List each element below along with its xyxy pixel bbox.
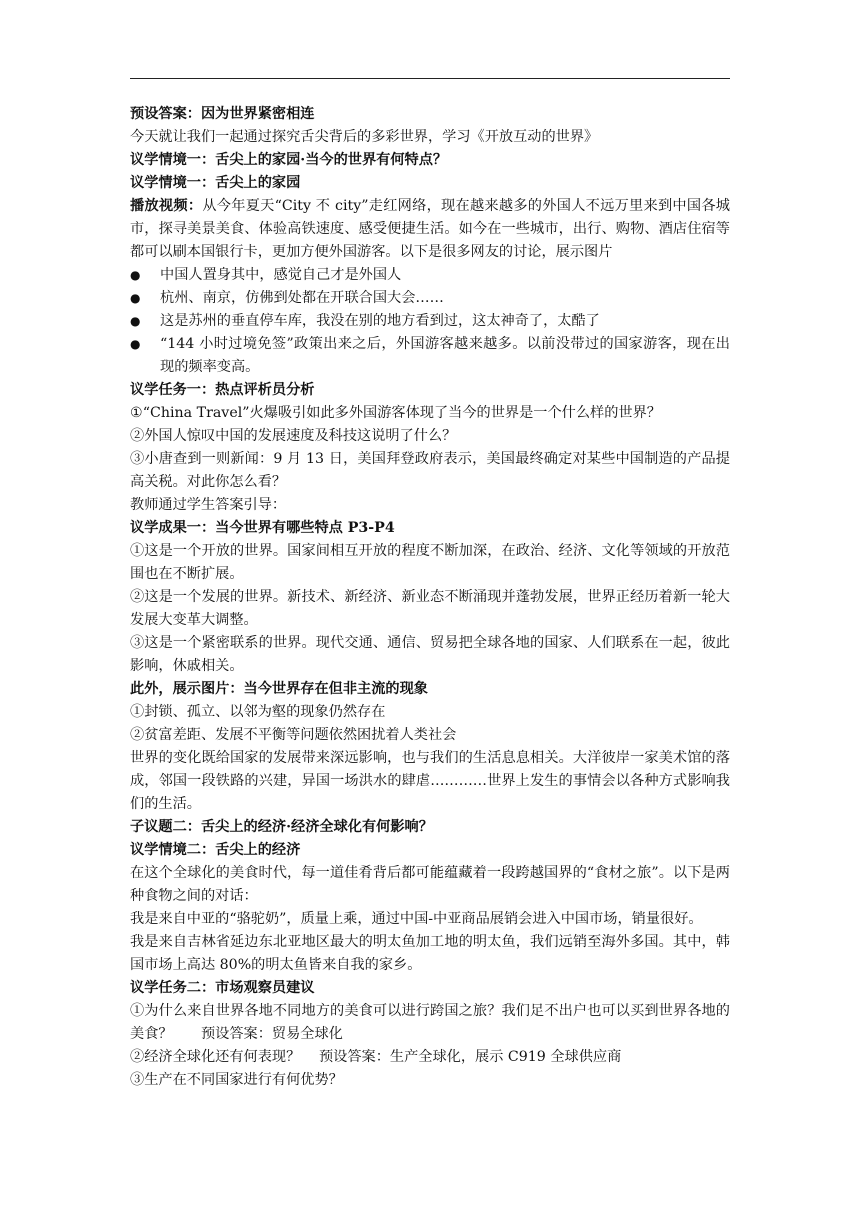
bullet-item [130, 287, 730, 310]
video-label: 播放视频： [130, 198, 203, 214]
bullet-text: 杭州、南京，仿佛到处都在开联合国大会…… [160, 290, 444, 306]
answer-line: 预设答案：因为世界紧密相连 [130, 106, 315, 122]
extra-heading: 此外，展示图片：当今世界存在但非主流的现象 [130, 681, 428, 697]
task-heading-2: 议学任务二：市场观察员建议 [130, 980, 315, 996]
bullet-icon: ● [130, 314, 141, 328]
question-3: ③小唐查到一则新闻：9 月 13 日，美国拜登政府表示，美国最终确定对某些中国制造的产品提高关税。对此你怎么看？ [130, 451, 730, 490]
result-heading-1: 议学成果一：当今世界有哪些特点 P3-P4 [130, 520, 395, 536]
result-point-2: ②这是一个发展的世界。新技术、新经济、新业态不断涌现并蓬勃发展，世界正经历着新一轮大发展大变革大调整。 [130, 589, 730, 628]
question-2: ②外国人惊叹中国的发展速度及科技这说明了什么？ [130, 428, 457, 444]
bullet-item [130, 310, 730, 333]
pollock-paragraph: 我是来自吉林省延边东北亚地区最大的明太鱼加工地的明太鱼，我们远销至海外多国。其中，韩国市场上高达 80%的明太鱼皆来自我的家乡。 [130, 934, 730, 973]
bullet-text: “144 小时过境免签”政策出来之后，外国游客越来越多。以前没带过的国家游客，现在出现的频率变高。 [160, 336, 730, 375]
header-rule [130, 78, 730, 79]
world-change-paragraph: 世界的变化既给国家的发展带来深远影响，也与我们的生活息息相关。大洋彼岸一家美术馆的落成，邻国一段铁路的兴建，异国一场洪水的肆虐…………世界上发生的事情会以各种方式影响我们的生活。 [130, 750, 730, 812]
video-paragraph [130, 195, 730, 264]
task2-question-1: ①为什么来自世界各地不同地方的美食可以进行跨国之旅？我们足不出户也可以买到世界各地的美食？ 预设答案：贸易全球化 [130, 1003, 730, 1042]
task-heading-1: 议学任务一：热点评析员分析 [130, 382, 315, 398]
task2-question-2: ②经济全球化还有何表现？ 预设答案：生产全球化，展示 C919 全球供应商 [130, 1049, 622, 1065]
bullet-icon: ● [130, 337, 141, 351]
result-point-1: ①这是一个开放的世界。国家间相互开放的程度不断加深，在政治、经济、文化等领域的开放范围也在不断扩展。 [130, 543, 730, 582]
scenario-heading-1: 议学情境一：舌尖上的家园 [130, 175, 301, 191]
bullet-item [130, 264, 730, 287]
topic-heading-1: 议学情境一：舌尖上的家园·当今的世界有何特点？ [130, 152, 448, 168]
video-text: 从今年夏天“City 不 city”走红网络，现在越来越多的外国人不远万里来到中国各城市，探寻美景美食、体验高铁速度、感受便捷生活。如今在一些城市，出行、购物、酒店住宿等都可以刷本国银行卡，更加方便外国游客。以下是很多网友的讨论，展示图片 [130, 198, 730, 260]
bullet-text: 中国人置身其中，感觉自己才是外国人 [160, 267, 402, 283]
scenario-heading-2: 议学情境二：舌尖上的经济 [130, 842, 301, 858]
food-journey-paragraph: 在这个全球化的美食时代，每一道佳肴背后都可能蕴藏着一段跨越国界的“食材之旅”。以下是两种食物之间的对话： [130, 865, 730, 904]
extra-point-1: ①封锁、孤立、以邻为壑的现象仍然存在 [130, 704, 386, 720]
result-point-3: ③这是一个紧密联系的世界。现代交通、通信、贸易把全球各地的国家、人们联系在一起，彼此影响，休戚相关。 [130, 635, 730, 674]
intro-line: 今天就让我们一起通过探究舌尖背后的多彩世界，学习《开放互动的世界》 [130, 129, 599, 145]
bullet-icon: ● [130, 268, 141, 282]
task2-question-3: ③生产在不同国家进行有何优势？ [130, 1072, 343, 1088]
bullet-icon: ● [130, 291, 141, 305]
question-1: ①“China Travel”火爆吸引如此多外国游客体现了当今的世界是一个什么样的世界？ [130, 405, 661, 421]
teacher-guide: 教师通过学生答案引导： [130, 497, 287, 513]
document-body [130, 103, 730, 1092]
bullet-item [130, 333, 730, 379]
subtopic-heading-2: 子议题二：舌尖上的经济·经济全球化有何影响？ [130, 819, 433, 835]
camel-milk-paragraph: 我是来自中亚的“骆驼奶”，质量上乘，通过中国-中亚商品展销会进入中国市场，销量很好。 [130, 911, 703, 927]
bullet-text: 这是苏州的垂直停车库，我没在别的地方看到过，这太神奇了，太酷了 [160, 313, 600, 329]
extra-point-2: ②贫富差距、发展不平衡等问题依然困扰着人类社会 [130, 727, 457, 743]
